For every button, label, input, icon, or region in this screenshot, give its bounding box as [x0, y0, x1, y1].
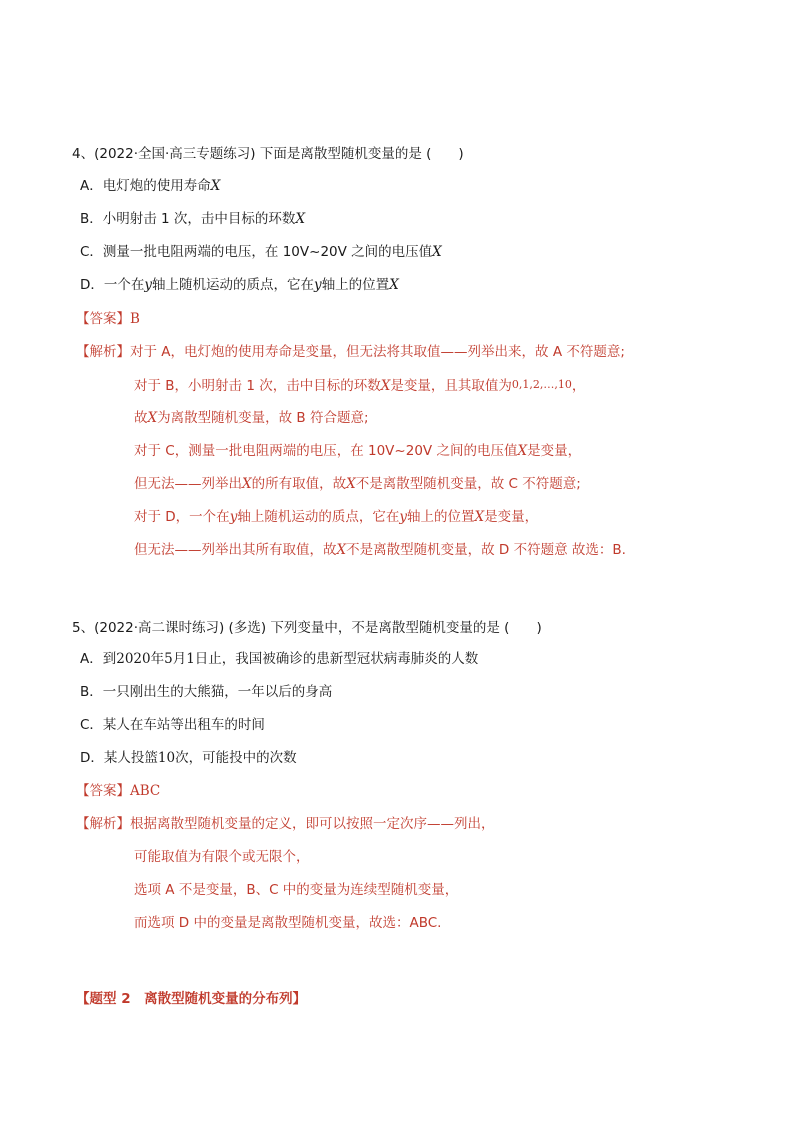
variable-x: X	[242, 476, 252, 492]
q4-header: 4、(2022·全国·高三专题练习) 下面是离散型随机变量的是 ( )	[72, 146, 464, 162]
option-text: A．到	[80, 651, 117, 667]
q5-analysis-line-3: 选项 A 不是变量，B、C 中的变量为连续型随机变量，	[134, 882, 459, 898]
variable-x: X	[210, 178, 221, 194]
q4-analysis-line-7	[134, 541, 626, 559]
q4-option-a	[80, 177, 220, 195]
analysis-label: 【解析】	[76, 816, 130, 832]
analysis-text: 对于 D，一个在	[134, 509, 230, 525]
q4-analysis-line-4	[134, 442, 581, 460]
q5-analysis-line-1	[76, 815, 495, 833]
option-text: A．电灯炮的使用寿命	[80, 178, 211, 194]
option-text: 月	[172, 651, 187, 667]
analysis-text: 不是离散型随机变量，故 C 不符题意;	[355, 476, 581, 492]
answer-value: ABC	[130, 783, 161, 799]
option-text: D．某人投篮	[80, 750, 158, 766]
variable-y: y	[144, 277, 153, 293]
q5-option-a	[80, 650, 478, 668]
q5-option-d	[80, 749, 297, 767]
variable-x: X	[336, 542, 347, 558]
number: 2020	[116, 651, 151, 667]
q4-option-b	[80, 210, 305, 228]
answer-label: 【答案】	[76, 311, 130, 327]
q5-option-b: B．一只刚出生的大熊猫，一年以后的身高	[80, 684, 333, 700]
analysis-text: 对于 C，测量一批电阻两端的电压，在 10V~20V 之间的电压值	[134, 443, 518, 459]
analysis-text: 为离散型随机变量，故 B 符合题意;	[157, 410, 369, 426]
variable-x: X	[474, 509, 485, 525]
section-heading: 【题型 2 离散型随机变量的分布列】	[76, 991, 307, 1007]
variable-x: X	[380, 378, 391, 394]
q4-answer	[76, 310, 140, 328]
number: 5	[164, 651, 173, 667]
q4-analysis-line-3	[134, 409, 369, 427]
q5-answer	[76, 782, 160, 800]
option-text: 次，可能投中的次数	[175, 750, 297, 766]
variable-y: y	[399, 509, 407, 525]
analysis-text: 是变量，	[527, 443, 582, 459]
variable-x: X	[389, 277, 399, 293]
q5-analysis-line-4: 而选项 D 中的变量是离散型随机变量，故选：ABC.	[134, 915, 442, 931]
option-text: D．一个在	[80, 277, 145, 293]
answer-label: 【答案】	[76, 783, 130, 799]
analysis-text: 对于 A，电灯炮的使用寿命是变量，但无法将其取值——列举出来，故 A 不符题意;	[130, 344, 625, 360]
analysis-text: 是变量，且其取值为	[390, 378, 512, 394]
analysis-text: 是变量，	[484, 509, 539, 525]
variable-x: X	[517, 443, 528, 459]
q5-header: 5、(2022·高二课时练习) (多选) 下列变量中，不是离散型随机变量的是 ( )	[72, 620, 542, 636]
analysis-text: 对于 B，小明射击 1 次，击中目标的环数	[134, 378, 381, 394]
value-set: 0,1,2,…,10	[511, 378, 572, 391]
option-text: 年	[150, 651, 165, 667]
analysis-text: 故	[134, 410, 148, 426]
analysis-text: 但无法——列举出其所有取值，故	[134, 542, 337, 558]
variable-x: X	[147, 410, 158, 426]
q4-option-d	[80, 276, 399, 294]
variable-x: X	[346, 476, 356, 492]
variable-x: X	[432, 244, 442, 260]
analysis-text: 根据离散型随机变量的定义，即可以按照一定次序——列出，	[130, 816, 495, 832]
analysis-text: 轴上随机运动的质点，它在	[237, 509, 400, 525]
q4-analysis-line-6	[134, 508, 538, 526]
analysis-text: 的所有取值，故	[251, 476, 347, 492]
analysis-label: 【解析】	[76, 344, 130, 360]
variable-y: y	[314, 277, 322, 293]
q4-analysis-line-1	[76, 343, 625, 361]
q5-analysis-line-2: 可能取值为有限个或无限个，	[134, 849, 310, 865]
option-text: B．小明射击 1 次，击中目标的环数	[80, 211, 296, 227]
analysis-text: 但无法——列举出	[134, 476, 242, 492]
analysis-text: ，	[571, 378, 586, 394]
option-text: 轴上的位置	[321, 277, 390, 293]
option-text: C．测量一批电阻两端的电压，在 10V~20V 之间的电压值	[80, 244, 433, 260]
q4-analysis-line-2	[134, 376, 585, 395]
option-text: 日止，我国被确诊的患新型冠状病毒肺炎的人数	[194, 651, 479, 667]
number: 1	[186, 651, 195, 667]
analysis-text: 不是离散型随机变量，故 D 不符题意 故选：B.	[346, 542, 626, 558]
answer-value: B	[130, 311, 140, 327]
variable-y: y	[229, 509, 238, 525]
analysis-text: 轴上的位置	[406, 509, 475, 525]
q4-analysis-line-5	[134, 475, 581, 493]
number: 10	[157, 750, 176, 766]
option-text: 轴上随机运动的质点，它在	[152, 277, 315, 293]
q4-option-c	[80, 243, 442, 261]
variable-x: X	[295, 211, 306, 227]
q5-option-c: C．某人在车站等出租车的时间	[80, 717, 265, 733]
